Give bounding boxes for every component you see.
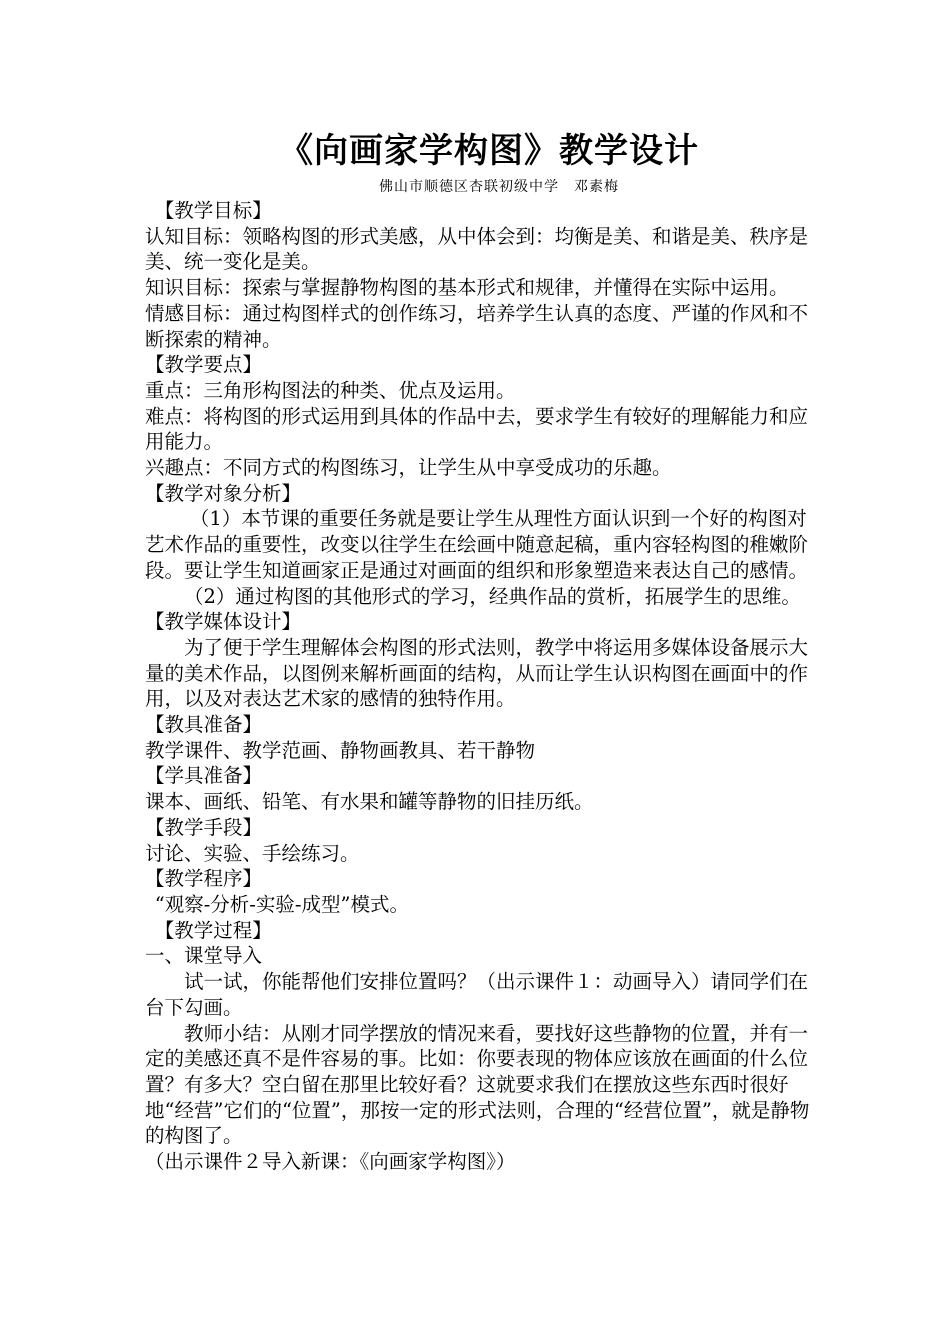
analysis-heading: 【教学对象分析】	[145, 481, 302, 505]
process-step-1: 一、课堂导入	[145, 944, 263, 968]
keypoints-heading: 【教学要点】	[145, 353, 263, 377]
key-interest: 兴趣点：不同方式的构图练习，让学生从中享受成功的乐趣。	[145, 456, 672, 480]
process-summary-paragraph: 教师小结：从刚才同学摆放的情况来看，要找好这些静物的位置，并有一定的美感还真不是件容易的事。比如：你要表现的物体应该放在画面的什么位置？有多大？空白留在那里比较好看？这就要求我们在摆放这些东西时很好地“经营”它们的“位置”，那按一定的形式法则，合理的“经营位置”，就是静物的构图了。	[145, 1021, 810, 1148]
goal-cognitive: 认知目标：领略构图的形式美感，从中体会到：均衡是美、和谐是美、秩序是美、统一变化是美。	[145, 224, 809, 274]
student-tools-heading: 【学具准备】	[145, 764, 263, 788]
tools-heading: 【教具准备】	[145, 713, 263, 737]
process-heading: 【教学过程】	[154, 918, 272, 942]
procedure-heading: 【教学程序】	[145, 867, 263, 891]
process-try-paragraph: 试一试，你能帮他们安排位置吗？（出示课件１：动画导入）请同学们在台下勾画。	[145, 970, 809, 1019]
key-difficulty: 难点：将构图的形式运用到具体的作品中去，要求学生有较好的理解能力和应用能力。	[145, 404, 809, 454]
means-text: 讨论、实验、手绘练习。	[145, 841, 360, 865]
media-paragraph: 为了便于学生理解体会构图的形式法则，教学中将运用多媒体设备展示大量的美术作品，以图例来解析画面的结构，从而让学生认识构图在画面中的作用，以及对表达艺术家的感情的独特作用。	[145, 635, 809, 711]
process-slide2-line: （出示课件２导入新课：《向画家学构图》）	[145, 1150, 516, 1174]
goals-heading: 【教学目标】	[154, 199, 272, 222]
goal-emotion: 情感目标：通过构图样式的创作练习，培养学生认真的态度、严谨的作风和不断探索的精神。	[145, 301, 809, 351]
goal-knowledge: 知识目标：探索与掌握静物构图的基本形式和规律，并懂得在实际中运用。	[145, 276, 789, 300]
document-title: 《向画家学构图》教学设计	[279, 131, 699, 171]
document-page	[145, 128, 813, 1175]
author-line: 佛山市顺德区杏联初级中学 邓素梅	[379, 179, 619, 195]
analysis-paragraph-1: （1）本节课的重要任务就是要让学生从理性方面认识到一个好的构图对艺术作品的重要性，改变以往学生在绘画中随意起稿，重内容轻构图的稚嫩阶段。要让学生知道画家正是通过对画面的组织和形象塑造来表达自己的感情。	[145, 507, 809, 582]
tools-text: 教学课件、教学范画、静物画教具、若干静物	[145, 738, 536, 762]
media-heading: 【教学媒体设计】	[145, 610, 302, 634]
student-tools-text: 课本、画纸、铅笔、有水果和罐等静物的旧挂历纸。	[145, 790, 594, 814]
key-focus: 重点：三角形构图法的种类、优点及运用。	[145, 378, 516, 402]
procedure-text: “观察-分析-实验-成型”模式。	[154, 892, 409, 916]
means-heading: 【教学手段】	[145, 815, 263, 839]
analysis-paragraph-2: （2）通过构图的其他形式的学习，经典作品的赏析，拓展学生的思维。	[184, 584, 801, 608]
